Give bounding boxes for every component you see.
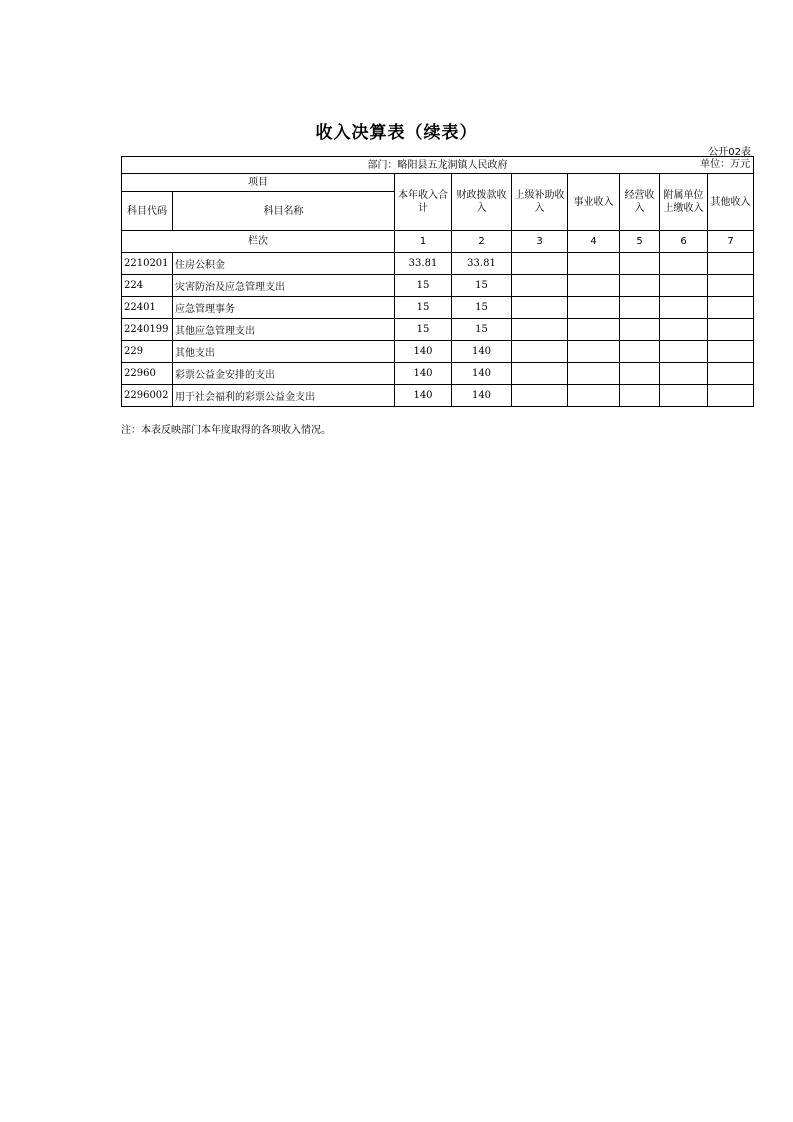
form-code: 公开02表 <box>708 147 751 158</box>
income-table <box>121 156 754 407</box>
subject-name: 其他支出 <box>173 341 395 363</box>
empty-cell <box>708 319 754 341</box>
empty-cell <box>708 297 754 319</box>
empty-cell <box>512 297 568 319</box>
col-index: 5 <box>620 231 660 253</box>
empty-cell <box>568 341 620 363</box>
empty-cell <box>568 275 620 297</box>
table-row <box>122 341 754 363</box>
empty-cell <box>620 319 660 341</box>
table-note: 注：本表反映部门本年度取得的各项收入情况。 <box>121 425 331 436</box>
table-row <box>122 363 754 385</box>
subject-code: 2296002 <box>122 385 173 407</box>
subject-name: 灾害防治及应急管理支出 <box>173 275 395 297</box>
fiscal-income: 15 <box>452 297 512 319</box>
empty-cell <box>512 275 568 297</box>
subject-code: 229 <box>122 341 173 363</box>
col-header-business: 事业收入 <box>568 174 620 231</box>
subject-name: 住房公积金 <box>173 253 395 275</box>
subject-code: 22960 <box>122 363 173 385</box>
subject-name: 彩票公益金安排的支出 <box>173 363 395 385</box>
table-row <box>122 297 754 319</box>
table-row <box>122 319 754 341</box>
empty-cell <box>708 363 754 385</box>
table-row <box>122 275 754 297</box>
unit-label: 单位：万元 <box>700 159 751 170</box>
department-row <box>122 157 754 174</box>
department-label: 部门：略阳县五龙洞镇人民政府 <box>367 159 508 171</box>
empty-cell <box>620 363 660 385</box>
total-income: 15 <box>395 319 452 341</box>
fiscal-income: 15 <box>452 319 512 341</box>
empty-cell <box>660 363 708 385</box>
row-index-label: 栏次 <box>122 231 395 253</box>
subject-code: 2240199 <box>122 319 173 341</box>
subject-name-header: 科目名称 <box>173 192 395 231</box>
fiscal-income: 15 <box>452 275 512 297</box>
subject-code: 2210201 <box>122 253 173 275</box>
empty-cell <box>512 385 568 407</box>
fiscal-income: 140 <box>452 363 512 385</box>
empty-cell <box>660 253 708 275</box>
col-header-operating: 经营收入 <box>620 174 660 231</box>
empty-cell <box>660 385 708 407</box>
total-income: 33.81 <box>395 253 452 275</box>
col-index: 3 <box>512 231 568 253</box>
col-header-other: 其他收入 <box>708 174 754 231</box>
empty-cell <box>620 275 660 297</box>
empty-cell <box>660 341 708 363</box>
empty-cell <box>620 297 660 319</box>
empty-cell <box>708 385 754 407</box>
empty-cell <box>620 253 660 275</box>
col-index: 2 <box>452 231 512 253</box>
fiscal-income: 33.81 <box>452 253 512 275</box>
total-income: 140 <box>395 341 452 363</box>
subject-name: 应急管理事务 <box>173 297 395 319</box>
fiscal-income: 140 <box>452 385 512 407</box>
empty-cell <box>660 297 708 319</box>
empty-cell <box>512 319 568 341</box>
subject-code-header: 科目代码 <box>122 192 173 231</box>
subject-code: 224 <box>122 275 173 297</box>
subject-name: 其他应急管理支出 <box>173 319 395 341</box>
empty-cell <box>568 319 620 341</box>
col-index: 7 <box>708 231 754 253</box>
total-income: 140 <box>395 363 452 385</box>
total-income: 140 <box>395 385 452 407</box>
total-income: 15 <box>395 275 452 297</box>
empty-cell <box>568 385 620 407</box>
empty-cell <box>512 341 568 363</box>
col-header-superior-subsidy: 上级补助收入 <box>512 174 568 231</box>
col-header-total: 本年收入合计 <box>395 174 452 231</box>
empty-cell <box>620 341 660 363</box>
total-income: 15 <box>395 297 452 319</box>
table-row <box>122 253 754 275</box>
empty-cell <box>708 341 754 363</box>
col-header-affiliated: 附属单位上缴收入 <box>660 174 708 231</box>
empty-cell <box>660 319 708 341</box>
table-row <box>122 385 754 407</box>
empty-cell <box>568 297 620 319</box>
col-index: 1 <box>395 231 452 253</box>
subject-code: 22401 <box>122 297 173 319</box>
empty-cell <box>512 253 568 275</box>
fiscal-income: 140 <box>452 341 512 363</box>
page-title: 收入决算表（续表） <box>315 123 478 143</box>
empty-cell <box>660 275 708 297</box>
empty-cell <box>620 385 660 407</box>
empty-cell <box>512 363 568 385</box>
project-header: 项目 <box>122 174 395 192</box>
subject-name: 用于社会福利的彩票公益金支出 <box>173 385 395 407</box>
empty-cell <box>708 275 754 297</box>
col-header-fiscal: 财政拨款收入 <box>452 174 512 231</box>
empty-cell <box>568 363 620 385</box>
empty-cell <box>568 253 620 275</box>
col-index: 4 <box>568 231 620 253</box>
col-index: 6 <box>660 231 708 253</box>
empty-cell <box>708 253 754 275</box>
